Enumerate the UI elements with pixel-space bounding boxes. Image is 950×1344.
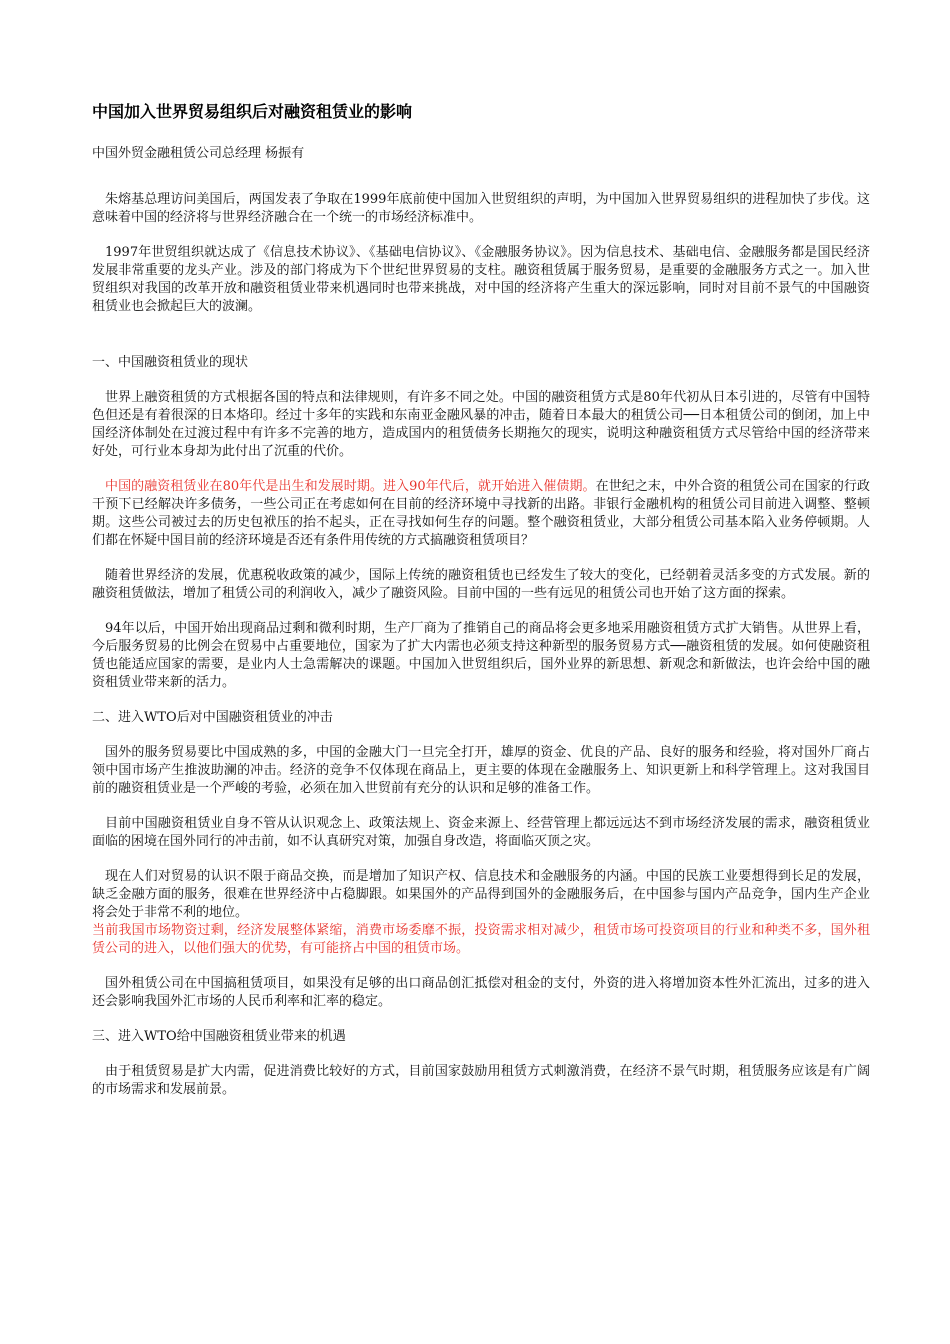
document-page	[92, 101, 870, 1116]
section-1-heading: 一、中国融资租赁业的现状	[92, 355, 249, 370]
highlighted-text: 中国的融资租赁业在80年代是出生和发展时期。进入90年代后，就开始进入催债期。	[105, 479, 596, 494]
intro-paragraph-1: 朱熔基总理访问美国后，两国发表了争取在1999年底前使中国加入世贸组织的声明，为中国加入世界贸易组织的进程加快了步伐。这意味着中国的经济将与世界经济融合在一个统一的市场经济标准中。	[92, 192, 870, 225]
article-author: 中国外贸金融租赁公司总经理 杨振有	[92, 146, 305, 161]
section-1-paragraph-3: 随着世界经济的发展，优惠税收政策的减少，国际上传统的融资租赁也已经发生了较大的变化，已经朝着灵活多变的方式发展。新的融资租赁做法，增加了租赁公司的利润收入，减少了融资风险。目前中国的一些有远见的租赁公司也开始了这方面的探索。	[92, 568, 870, 601]
section-3-heading: 三、进入WTO给中国融资租赁业带来的机遇	[92, 1029, 346, 1044]
section-2-highlighted-paragraph: 当前我国市场物资过剩，经济发展整体紧缩，消费市场委靡不振，投资需求相对减少，租赁市场可投资项目的行业和种类不多，国外租赁公司的进入，以他们强大的优势，有可能挤占中国的租赁市场。	[92, 923, 870, 956]
paragraph-text: 在世纪之末，中外合资的租赁公司在国家的行政干预下已经解决许多债务，一些公司正在考虑如何在目前的经济环境中寻找新的出路。非银行金融机构的租赁公司目前进入调整、整顿期。这些公司被过去的历史包袱压的抬不起头，正在寻找如何生存的问题。整个融资租赁业，大部分租赁公司基本陷入业务停顿期。人们都在怀疑中国目前的经济环境是否还有条件用传统的方式搞融资租赁项目？	[92, 479, 870, 548]
section-1-paragraph-1: 世界上融资租赁的方式根据各国的特点和法律规则，有许多不同之处。中国的融资租赁方式是80年代初从日本引进的，尽管有中国特色但还是有着很深的日本烙印。经过十多年的实践和东南亚金融风暴的冲击，随着日本最大的租赁公司──日本租赁公司的倒闭，加上中国经济体制处在过渡过程中有许多不完善的地方，造成国内的租赁债务长期拖欠的现实，说明这种融资租赁方式尽管给中国的经济带来好处，可行业本身却为此付出了沉重的代价。	[92, 390, 870, 459]
intro-paragraph-2: 1997年世贸组织就达成了《信息技术协议》、《基础电信协议》、《金融服务协议》。因为信息技术、基础电信、金融服务都是国民经济发展非常重要的龙头产业。涉及的部门将成为下个世纪世界贸易的支柱。融资租赁属于服务贸易，是重要的金融服务方式之一。加入世贸组织对我国的改革开放和融资租赁业带来机遇同时也带来挑战，对中国的经济将产生重大的深远影响，同时对目前不景气的中国融资租赁业也会掀起巨大的波澜。	[92, 245, 870, 314]
section-2-heading: 二、进入WTO后对中国融资租赁业的冲击	[92, 710, 333, 725]
section-2-paragraph-1: 国外的服务贸易要比中国成熟的多，中国的金融大门一旦完全打开，雄厚的资金、优良的产品、良好的服务和经验，将对国外厂商占领中国市场产生推波助澜的冲击。经济的竞争不仅体现在商品上，更主要的体现在金融服务上、知识更新上和科学管理上。这对我国目前的融资租赁业是一个严峻的考验，必须在加入世贸前有充分的认识和足够的准备工作。	[92, 745, 870, 796]
section-2-paragraph-2: 目前中国融资租赁业自身不管从认识观念上、政策法规上、资金来源上、经营管理上都远远达不到市场经济发展的需求，融资租赁业面临的困境在国外同行的冲击前，如不认真研究对策，加强自身改造，将面临灭顶之灾。	[92, 816, 870, 849]
section-2-paragraph-3: 现在人们对贸易的认识不限于商品交换，而是增加了知识产权、信息技术和金融服务的内涵。中国的民族工业要想得到长足的发展，缺乏金融方面的服务，很难在世界经济中占稳脚跟。如果国外的产品得到国外的金融服务后，在中国参与国内产品竞争，国内生产企业将会处于非常不利的地位。	[92, 869, 870, 920]
article-title: 中国加入世界贸易组织后对融资租赁业的影响	[92, 102, 413, 121]
section-2-paragraph-4: 国外租赁公司在中国搞租赁项目，如果没有足够的出口商品创汇抵偿对租金的支付，外资的进入将增加资本性外汇流出，过多的进入还会影响我国外汇市场的人民币利率和汇率的稳定。	[92, 976, 870, 1009]
section-1-paragraph-4: 94年以后，中国开始出现商品过剩和微利时期，生产厂商为了推销自己的商品将会更多地采用融资租赁方式扩大销售。从世界上看，今后服务贸易的比例会在贸易中占重要地位，国家为了扩大内需也必须支持这种新型的服务贸易方式──融资租赁的发展。如何使融资租赁也能适应国家的需要，是业内人士急需解决的课题。中国加入世贸组织后，国外业界的新思想、新观念和新做法，也许会给中国的融资租赁业带来新的活力。	[92, 621, 870, 690]
section-1-paragraph-2	[92, 478, 870, 550]
section-3-paragraph-1: 由于租赁贸易是扩大内需，促进消费比较好的方式，目前国家鼓励用租赁方式刺激消费，在经济不景气时期，租赁服务应该是有广阔的市场需求和发展前景。	[92, 1064, 870, 1097]
